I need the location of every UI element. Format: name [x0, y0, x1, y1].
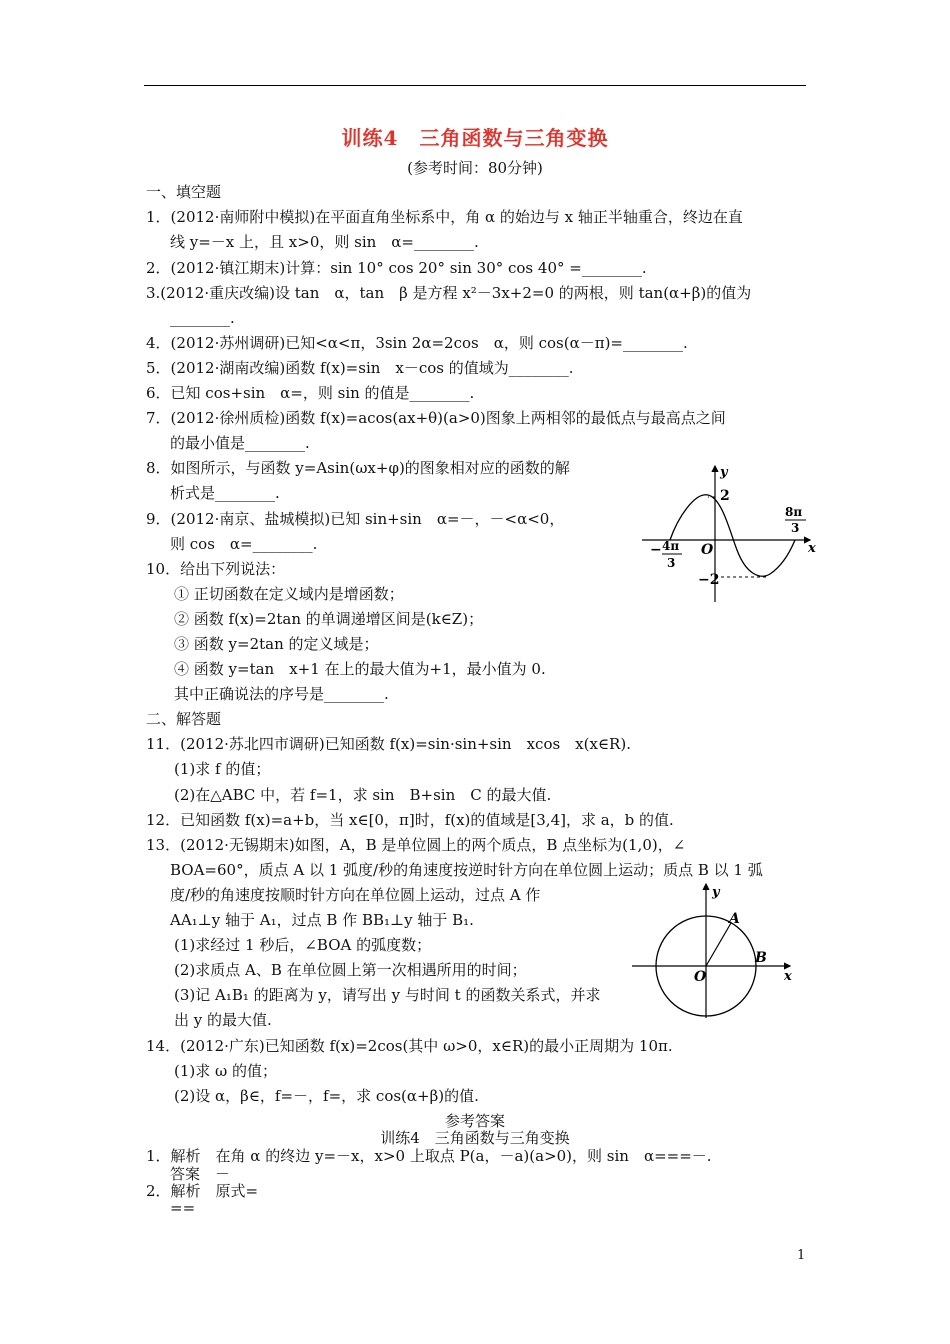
question-line: 11．(2012·苏北四市调研)已知函数 f(x)=sin·sin+sin xcos x(x∈R).	[146, 735, 631, 753]
page-title: 训练4 三角函数与三角变换	[341, 126, 609, 150]
question-line: 1．(2012·南师附中模拟)在平面直角坐标系中，角 α 的始边与 x 轴正半轴重合，终边在直	[146, 208, 743, 226]
question-line: (2)在△ABC 中，若 f=1，求 sin B+sin C 的最大值.	[174, 786, 552, 804]
question-line: ④ 函数 y=tan x+1 在上的最大值为+1，最小值为 0.	[174, 660, 546, 678]
page-subtitle: (参考时间：80分钟)	[407, 159, 543, 177]
right-tick-numerator: 8π	[785, 505, 803, 519]
answers-heading: 参考答案	[444, 1112, 505, 1130]
left-tick-denominator: 3	[667, 556, 676, 570]
question-line: ________.	[170, 309, 235, 327]
question-line: BOA=60°，质点 A 以 1 弧度/秒的角速度按逆时针方向在单位圆上运动；质点 B 以 1 弧	[170, 861, 763, 879]
point-a-label: A	[729, 911, 740, 927]
question-line: (2)设 α，β∈，f=－，f=，求 cos(α+β)的值.	[174, 1087, 479, 1105]
unit-circle-figure	[628, 880, 798, 1020]
question-line: ① 正切函数在定义域内是增函数；	[174, 585, 404, 603]
question-line: 9．(2012·南京、盐城模拟)已知 sin+sin α=－，－<α<0，	[146, 510, 565, 528]
answer-line: ==	[170, 1199, 196, 1217]
question-line: 4．(2012·苏州调研)已知<α<π，3sin 2α=2cos α，则 cos(α－π)=________.	[146, 334, 688, 352]
question-line: (1)求 f 的值；	[174, 760, 271, 778]
question-line: 则 cos α=________.	[170, 535, 318, 553]
question-line: 析式是________.	[170, 484, 280, 502]
answer-line: 2．解析 原式=	[146, 1182, 259, 1200]
question-line: 14．(2012·广东)已知函数 f(x)=2cos(其中 ω>0，x∈R)的最小正周期为 10π.	[146, 1037, 673, 1055]
question-line: (1)求 ω 的值；	[174, 1062, 278, 1080]
section-heading: 一、填空题	[146, 183, 222, 201]
answers-subheading: 训练4 三角函数与三角变换	[380, 1129, 570, 1147]
y-axis-label: y	[720, 465, 728, 480]
max-value-label: 2	[720, 488, 730, 504]
left-minus: −	[650, 542, 662, 558]
y-axis-label: y	[712, 885, 720, 900]
question-line: 3.(2012·重庆改编)设 tan α，tan β 是方程 x²－3x+2=0 的两根，则 tan(α+β)的值为	[146, 284, 752, 302]
radius-oa	[706, 923, 731, 966]
min-value-label: −2	[698, 572, 720, 588]
question-line: (1)求经过 1 秒后，∠BOA 的弧度数；	[174, 936, 432, 954]
question-line: 13．(2012·无锡期末)如图，A，B 是单位圆上的两个质点，B 点坐标为(1,0)，∠	[146, 836, 686, 854]
question-line: (3)记 A₁B₁ 的距离为 y，请写出 y 与时间 t 的函数关系式，并求	[174, 986, 601, 1004]
right-tick-denominator: 3	[791, 521, 800, 535]
question-line: 7．(2012·徐州质检)函数 f(x)=acos(ax+θ)(a>0)图象上两相邻的最低点与最高点之间	[146, 409, 726, 427]
origin-label: O	[701, 542, 714, 558]
sine-curve	[670, 495, 795, 576]
left-tick-numerator: 4π	[662, 539, 680, 553]
question-line: 10．给出下列说法：	[146, 560, 286, 578]
answer-line: 1．解析 在角 α 的终边 y=－x，x>0 上取点 P(a，－a)(a>0)，则 sin α===－.	[146, 1147, 712, 1165]
question-line: 出 y 的最大值.	[174, 1011, 272, 1029]
origin-label: O	[694, 969, 707, 985]
question-line: 6．已知 cos+sin α=，则 sin 的值是________.	[146, 384, 475, 402]
question-line: 5．(2012·湖南改编)函数 f(x)=sin x－cos 的值域为________.	[146, 359, 574, 377]
question-line: 12．已知函数 f(x)=a+b，当 x∈[0，π]时，f(x)的值域是[3,4]，求 a，b 的值.	[146, 811, 674, 829]
answer-line: 答案 －	[170, 1165, 231, 1183]
question-line: 线 y=－x 上，且 x>0，则 sin α=________.	[170, 233, 479, 251]
sine-graph-figure	[640, 462, 820, 604]
point-b-label: B	[755, 950, 767, 966]
header-rule	[144, 85, 806, 86]
section-heading: 二、解答题	[146, 710, 222, 728]
question-line: (2)求质点 A、B 在单位圆上第一次相遇所用的时间；	[174, 961, 527, 979]
question-line: AA₁⊥y 轴于 A₁，过点 B 作 BB₁⊥y 轴于 B₁.	[170, 911, 474, 929]
x-axis-label: x	[784, 969, 792, 984]
question-line: ② 函数 f(x)=2tan 的单调递增区间是(k∈Z)；	[174, 610, 484, 628]
page-number: 1	[797, 1248, 806, 1263]
x-axis-label: x	[808, 541, 816, 556]
question-line: 8．如图所示，与函数 y=Asin(ωx+φ)的图象相对应的函数的解	[146, 459, 570, 477]
question-line: ③ 函数 y=2tan 的定义域是；	[174, 635, 379, 653]
question-line: 度/秒的角速度按顺时针方向在单位圆上运动，过点 A 作	[170, 886, 541, 904]
question-line: 其中正确说法的序号是________.	[174, 685, 389, 703]
question-line: 的最小值是________.	[170, 434, 310, 452]
question-line: 2．(2012·镇江期末)计算：sin 10° cos 20° sin 30° cos 40° =________.	[146, 259, 647, 277]
